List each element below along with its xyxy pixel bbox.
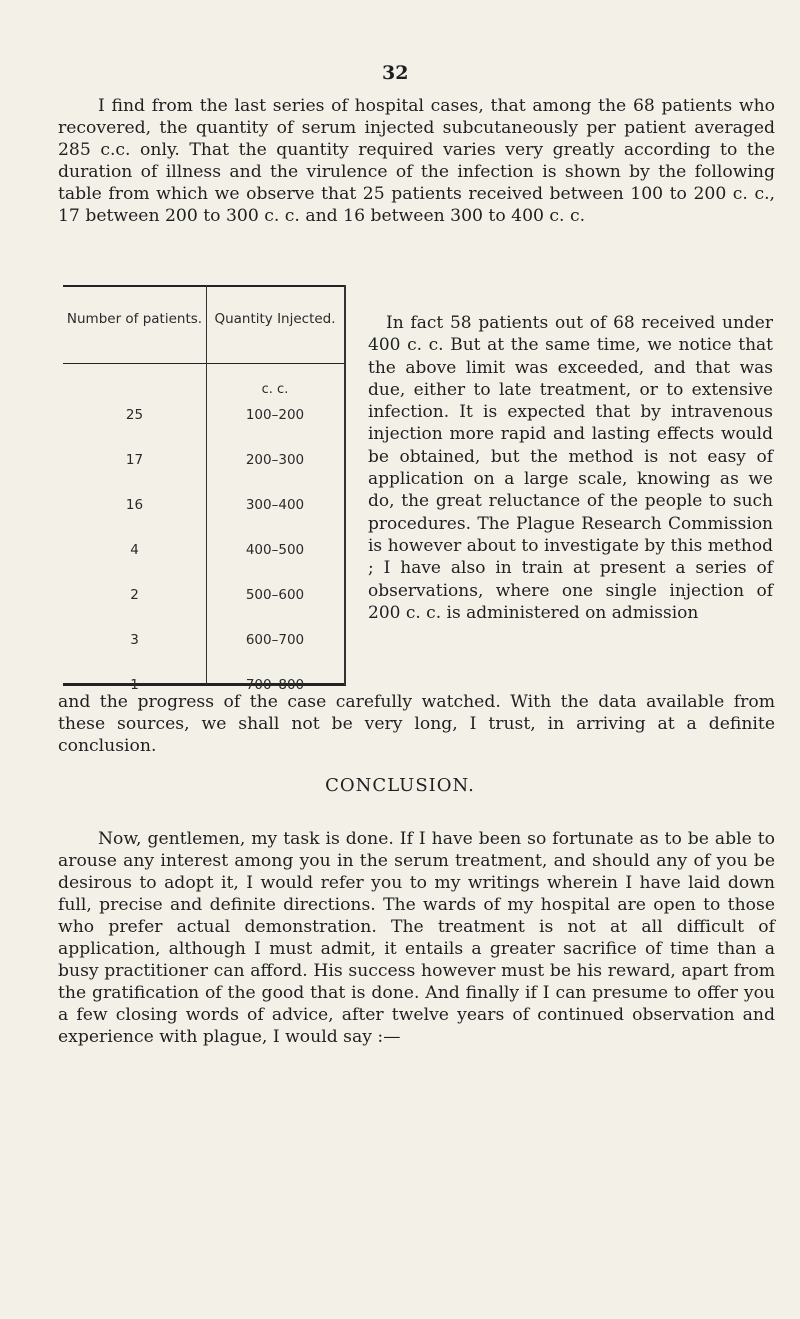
cell-patients: 25 [125, 407, 144, 423]
cell-patients: 17 [125, 452, 144, 468]
cell-quantity: 700–800 [245, 677, 305, 693]
table-header-patients: Number of patients. [66, 311, 203, 327]
cell-quantity: 300–400 [245, 497, 305, 513]
paragraph-continuation: and the progress of the case carefully watched. With the data available from these sources, we shall not be very long, I trust, in arriving at a definite conclusion. [58, 692, 775, 757]
cell-quantity: 600–700 [245, 632, 305, 648]
cell-patients: 2 [130, 587, 139, 603]
cell-quantity: 200–300 [245, 452, 305, 468]
page-number: 32 [382, 62, 409, 84]
paragraph-side-text: In fact 58 patients out of 68 received under 400 c. c. But at the same time, we notice that the above limit was exceeded, and that was due, either to late treatment, or to extensive infection. It is expected that by intravenous injection more rapid and lasting effects would be obtained, but the method is not easy of application on a large scale, knowing as we do, the great reluctance of the people to such procedures. The Plague Research Commission is however about to investigate by this method ; I have also in train at present a series of observations, where one single injection of 200 c. c. is administered on admission [368, 313, 773, 623]
table-right-border [344, 285, 346, 685]
table-row [63, 587, 344, 632]
table-top-rule [63, 285, 346, 287]
table-row [63, 632, 344, 677]
conclusion-heading: CONCLUSION. [325, 775, 475, 796]
table-header-rule [63, 363, 346, 364]
table-row [63, 407, 344, 452]
table-row [63, 542, 344, 587]
cell-quantity: 400–500 [245, 542, 305, 558]
cell-quantity: 500–600 [245, 587, 305, 603]
table-row [63, 452, 344, 497]
cell-patients: 16 [125, 497, 144, 513]
paragraph-conclusion: Now, gentlemen, my task is done. If I have been so fortunate as to be able to arouse any interest among you in the serum treatment, and should any of you be desirous to adopt it, I would refer you to my writings wherein I have laid down full, precise and definite directions. The wards of my hospital are open to those who prefer actual demonstration. The treatment is not at all difficult of application, although I must admit, it entails a greater sacrifice of time than a busy practitioner can afford. His success however must be his reward, apart from the gratification of the good that is done. And finally if I can presume to offer you a few closing words of advice, after twelve years of continued observation and experience with plague, I would say :— [58, 829, 775, 1047]
table-row [63, 497, 344, 542]
cell-quantity: 100–200 [245, 407, 305, 423]
table-body [63, 407, 344, 722]
table-units: c. c. [261, 382, 289, 397]
cell-patients: 4 [130, 542, 139, 558]
cell-patients: 1 [130, 677, 139, 693]
cell-patients: 3 [130, 632, 139, 648]
serum-quantity-table [63, 285, 346, 693]
table-header-quantity: Quantity Injected. [214, 311, 336, 327]
paragraph-intro: I find from the last series of hospital cases, that among the 68 patients who recovered, the quantity of serum injected subcutaneously per patient averaged 285 c.c. only. That the quantity required varies very greatly according to the duration of illness and the virulence of the infection is shown by the following table from which we observe that 25 patients received between 100 to 200 c. c., 17 between 200 to 300 c. c. and 16 between 300 to 400 c. c. [58, 96, 775, 227]
